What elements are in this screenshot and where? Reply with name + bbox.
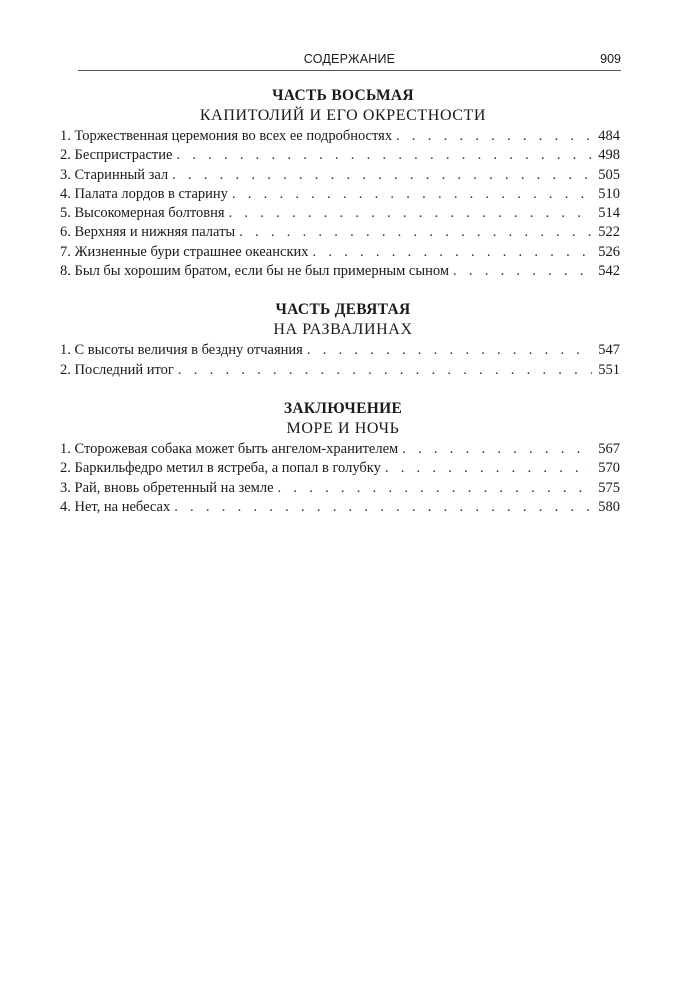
toc-entry-page: 580 (598, 498, 620, 515)
toc-entry (60, 244, 620, 263)
toc-entry-page: 551 (598, 361, 620, 378)
toc-entry-title: 3. Рай, вновь обретенный на земле (60, 479, 274, 496)
dot-leader (239, 224, 592, 241)
page-number: 909 (600, 52, 621, 66)
toc-part (60, 86, 620, 282)
toc-entry-title: 8. Был бы хорошим братом, если бы не был примерным сыном (60, 263, 450, 280)
running-head (78, 50, 621, 70)
toc-entry (60, 147, 620, 166)
header-rule (78, 70, 621, 71)
toc-entry-title: 2. Баркильфедро метил в ястреба, а попал в голубку (60, 460, 381, 477)
toc-entry-page: 567 (598, 440, 620, 457)
toc-entry-page: 547 (598, 342, 620, 359)
dot-leader (172, 167, 592, 184)
dot-leader (402, 441, 592, 458)
part-subtitle: МОРЕ И НОЧЬ (286, 419, 400, 437)
toc-entry (60, 342, 620, 361)
toc-entry (60, 263, 620, 282)
toc-entry-title: 3. Старинный зал (60, 166, 169, 183)
toc-entry-page: 498 (598, 147, 620, 164)
toc-entry-title: 4. Палата лордов в старину (60, 185, 228, 202)
toc-entry-page: 505 (598, 166, 620, 183)
dot-leader (313, 244, 593, 261)
dot-leader (385, 460, 592, 477)
toc-entry (60, 441, 620, 460)
part-title: ЗАКЛЮЧЕНИЕ (283, 399, 403, 417)
toc-entry (60, 167, 620, 186)
toc-entry-page: 514 (598, 205, 620, 222)
toc-part (60, 399, 620, 518)
toc-entry (60, 362, 620, 381)
part-title: ЧАСТЬ ДЕВЯТАЯ (275, 301, 411, 319)
toc-entry-page: 522 (598, 224, 620, 241)
table-of-contents (60, 86, 620, 536)
toc-entry-page: 575 (598, 479, 620, 496)
part-title: ЧАСТЬ ВОСЬМАЯ (272, 87, 414, 104)
toc-part (60, 300, 620, 381)
dot-leader (396, 128, 592, 145)
toc-entry (60, 499, 620, 518)
toc-entry-title: 5. Высокомерная болтовня (60, 205, 225, 222)
toc-entry-title: 7. Жизненные бури страшнее океанских (60, 243, 309, 260)
dot-leader (232, 186, 592, 203)
toc-entry (60, 186, 620, 205)
toc-entry (60, 205, 620, 224)
dot-leader (178, 362, 592, 379)
running-title: СОДЕРЖАНИЕ (303, 52, 396, 66)
toc-entry-title: 6. Верхняя и нижняя палаты (60, 224, 236, 241)
toc-entry-page: 526 (598, 243, 620, 260)
toc-entry-title: 2. Беспристрастие (60, 147, 173, 164)
toc-entry (60, 224, 620, 243)
dot-leader (307, 342, 592, 359)
toc-entry-title: 2. Последний итог (60, 361, 174, 378)
dot-leader (174, 499, 592, 516)
toc-entry (60, 460, 620, 479)
toc-entry-title: 1. С высоты величия в бездну отчаяния (60, 342, 303, 359)
toc-entry (60, 128, 620, 147)
toc-entry-page: 510 (598, 185, 620, 202)
part-subtitle: КАПИТОЛИЙ И ЕГО ОКРЕСТНОСТИ (199, 107, 487, 124)
dot-leader (278, 480, 592, 497)
dot-leader (229, 205, 592, 222)
toc-entry-page: 484 (598, 128, 620, 144)
toc-entry-page: 542 (598, 263, 620, 280)
toc-entry-page: 570 (598, 460, 620, 477)
dot-leader (176, 147, 592, 164)
toc-entry-title: 4. Нет, на небесах (60, 498, 171, 515)
dot-leader (453, 263, 592, 280)
part-subtitle: НА РАЗВАЛИНАХ (273, 321, 413, 339)
toc-entry-title: 1. Сторожевая собака может быть ангелом-хранителем (60, 440, 399, 457)
toc-entry-title: 1. Торжественная церемония во всех ее подробностях (60, 128, 393, 144)
toc-entry (60, 480, 620, 499)
